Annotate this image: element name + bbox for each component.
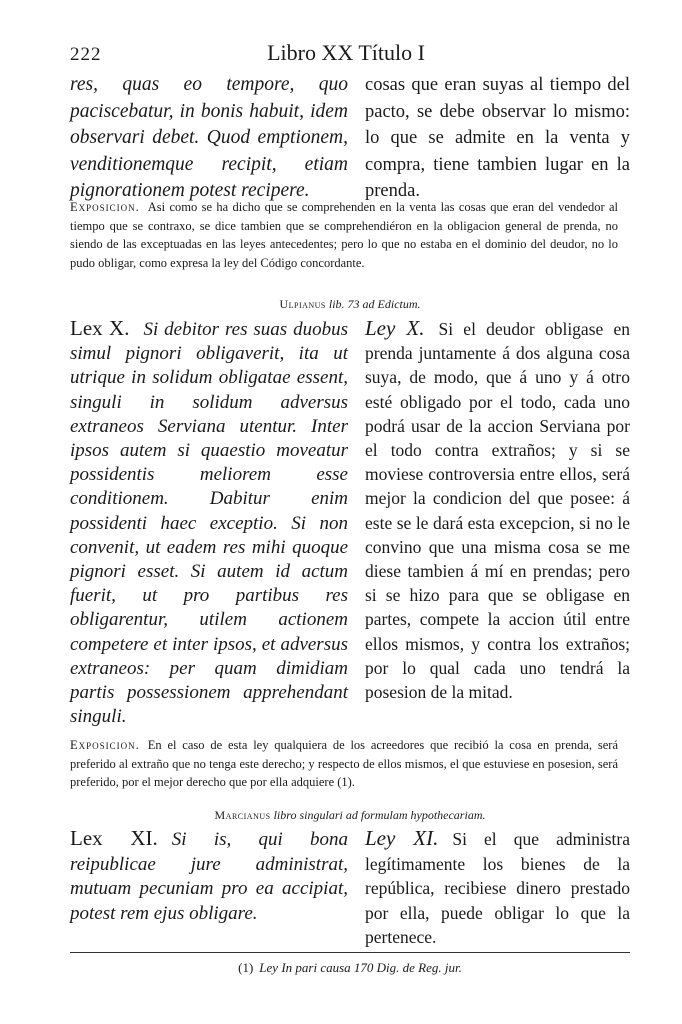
footnote-text: Ley In pari causa 170 Dig. de Reg. jur. bbox=[259, 960, 462, 975]
lex-x-columns bbox=[70, 316, 630, 729]
exposicion-text: Asi como se ha dicho que se comprehenden en la venta las cosas que eran del vendedor al tiempo que se contraxo, se dice tambien que se comprehendiéron en la obligacion general de prenda, no siendo de las exceptuadas en las leyes antecedentes; pero lo que no estaba en el dominio del deudor, no lo pudo obligar, como expresa la ley del Código concordante. bbox=[70, 200, 618, 270]
lex-xi-columns bbox=[70, 826, 630, 950]
footnote-mark: (1) bbox=[238, 960, 254, 975]
spanish-text bbox=[365, 316, 630, 704]
source-work: libro singulari ad formulam hypothecariam. bbox=[273, 808, 486, 822]
exposicion-label: Exposicion. bbox=[70, 738, 140, 752]
page-number: 222 bbox=[70, 44, 102, 65]
page-header bbox=[70, 40, 622, 70]
lex-heading: Lex XI. bbox=[70, 826, 158, 850]
ley-text: Si el que administra legítimamente los bienes de la república, recibiese dinero prestado por ella, puede obligar lo que la pertenece. bbox=[365, 829, 630, 947]
source-attribution bbox=[70, 297, 630, 312]
latin-text bbox=[70, 316, 348, 729]
spanish-text: cosas que eran suyas al tiempo del pacto, se debe observar lo mismo: lo que se admite en la venta y compra, tiene tambien lugar en la prenda. bbox=[365, 75, 630, 201]
exposicion-paragraph bbox=[70, 736, 618, 792]
ley-heading: Ley X. bbox=[365, 316, 425, 340]
latin-column bbox=[70, 826, 348, 950]
latin-column bbox=[70, 72, 348, 205]
latin-column bbox=[70, 316, 348, 729]
ley-text: Si el deudor obligase en prenda juntamente á dos alguna cosa suya, de modo, que á uno y á otro esté obligado por el todo, cada uno podrá usar de la accion Serviana por el todo contra extraños; y si se moviese controversia entre ellos, será mejor la condicion del que posee: á este se le dará esta excepcion, si no le convino que una misma cosa se me diese tambien á mí en prendas; pero si se hizo para que se obligase en partes, compete la accion útil entre ellos mismos, y contra los extraños; por lo qual cada uno tendrá la posesion de la mitad. bbox=[365, 319, 631, 703]
exposicion-paragraph bbox=[70, 198, 618, 272]
spanish-text bbox=[365, 826, 630, 950]
lex-text: Si is, qui bona reipublicae jure administrat, mutuam pecuniam pro ea accipiat, potest rem ejus obligare. bbox=[70, 829, 348, 924]
ley-heading: Ley XI. bbox=[365, 826, 439, 850]
continued-text-columns bbox=[70, 72, 630, 205]
footnote bbox=[70, 960, 630, 976]
lex-text: Si debitor res suas duobus simul pignori obligaverit, ita ut utrique in solidum obligatae essent, singuli in solidum adversus extraneos Serviana utentur. Inter ipsos autem si quaestio moveatur possidentis meliorem esse conditionem. Dabitur enim possidenti haec exceptio. Si non convenit, ut eadem res mihi quoque pignori esset. Si autem id actum fuerit, ut pro partibus res obligarentur, utilem actionem competere et inter ipsos, et adversus extraneos: per quam dimidiam partis possessionem apprehendant singuli. bbox=[70, 319, 348, 728]
exposicion-label: Exposicion. bbox=[70, 200, 140, 214]
running-title: Libro XX Título I bbox=[267, 40, 425, 65]
latin-text: res, quas eo tempore, quo paciscebatur, in bonis habuit, idem observari debet. Quod emptionem, venditionemque recipit, etiam pignorationem potest recipere. bbox=[70, 74, 348, 201]
source-attribution bbox=[70, 808, 630, 823]
latin-text bbox=[70, 826, 348, 926]
exposicion-text: En el caso de esta ley qualquiera de los acreedores que recibió la cosa en prenda, será preferido al extraño que no tenga este derecho; y respecto de ellos mismos, el que estuviese en posesion, será preferido, por el mejor derecho que por ella adquiere (1). bbox=[70, 738, 618, 789]
spanish-column bbox=[365, 72, 630, 205]
spanish-column bbox=[365, 316, 630, 729]
spanish-column bbox=[365, 826, 630, 950]
footnote-rule bbox=[70, 952, 630, 953]
source-work: lib. 73 ad Edictum. bbox=[328, 297, 421, 311]
source-author: Ulpianus bbox=[279, 297, 326, 311]
lex-heading: Lex X. bbox=[70, 316, 130, 340]
source-author: Marcianus bbox=[214, 808, 271, 822]
